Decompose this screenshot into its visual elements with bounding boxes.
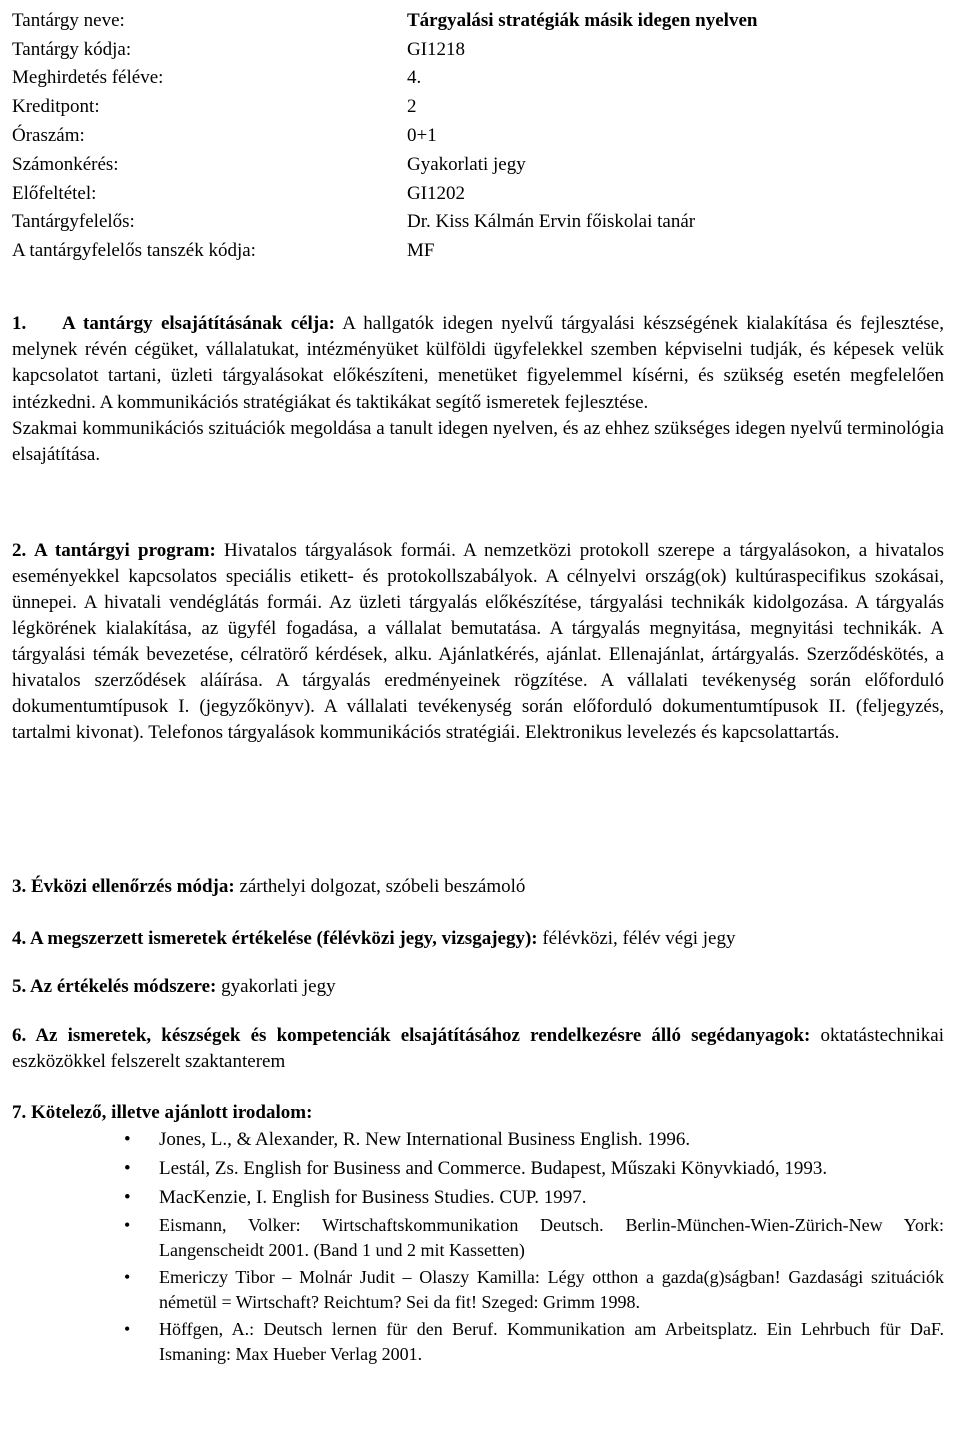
info-value: 2 <box>407 96 417 118</box>
info-row-semester <box>12 64 944 93</box>
section-paragraph <box>12 974 944 1000</box>
list-item <box>12 1317 944 1366</box>
info-label: Számonkérés: <box>12 153 119 175</box>
literature-list <box>12 1127 944 1369</box>
list-item <box>12 1213 944 1262</box>
section-text: zárthelyi dolgozat, szóbeli beszámoló <box>234 876 526 897</box>
section-evaluation-method <box>12 974 944 1000</box>
section-program <box>12 538 944 746</box>
course-info-table <box>12 6 944 265</box>
info-value: GI1218 <box>407 38 466 60</box>
bullet-icon: • <box>124 1215 131 1236</box>
info-label: Tantárgy kódja: <box>12 38 132 60</box>
list-item <box>12 1265 944 1314</box>
bullet-icon: • <box>124 1186 131 1208</box>
section-text: oktatástechnikai eszközökkel felszerelt szaktanterem <box>12 1025 944 1073</box>
info-value: Dr. Kiss Kálmán Ervin főiskolai tanár <box>407 211 696 233</box>
info-row-hours <box>12 121 944 150</box>
section-goal-paragraph-2: Szakmai kommunikációs szituációk megoldása a tanult idegen nyelven, és az ehhez szükséges idegen nyelvű terminológia elsajátítása. <box>12 417 944 466</box>
info-value: Tárgyalási stratégiák másik idegen nyelven <box>407 9 758 31</box>
section-number: 1. <box>12 313 27 334</box>
section-text: gyakorlati jegy <box>216 976 336 997</box>
bullet-icon: • <box>124 1267 131 1288</box>
section-title: 4. A megszerzett ismeretek értékelése (félévközi jegy, vizsgajegy): <box>12 928 538 949</box>
literature-entry: Lestál, Zs. English for Business and Commerce. Budapest, Műszaki Könyvkiadó, 1993. <box>159 1157 828 1179</box>
info-label: Óraszám: <box>12 125 85 147</box>
info-row-prerequisite <box>12 179 944 208</box>
section-paragraph <box>12 1100 944 1126</box>
list-item <box>12 1185 944 1211</box>
section-materials <box>12 1023 944 1075</box>
info-value: GI1202 <box>407 182 466 204</box>
section-goal <box>12 311 944 468</box>
section-text: A hallgatók idegen nyelvű tárgyalási készségének kialakítása és fejlesztése, melynek révén cégüket, vállalatukat, intézményüket külföldi ügyfelekkel szemben képviselni tudják, és képesek velük kapcsolatot tartani, üzleti tárgyalásokat előkészíteni, menetüket figyelemmel kísérni, és szükség esetén megfelelően intézkedni. A kommunikációs stratégiákat és taktikákat segítő ismeretek fejlesztése. <box>12 313 944 413</box>
bullet-icon: • <box>124 1319 131 1340</box>
info-value: Gyakorlati jegy <box>407 153 526 175</box>
section-title: A tantárgy elsajátításának célja: <box>62 313 335 334</box>
section-title: 7. Kötelező, illetve ajánlott irodalom: <box>12 1102 313 1123</box>
section-title: 6. Az ismeretek, készségek és kompetenciák elsajátításához rendelkezésre álló segédanyagok: <box>12 1025 811 1046</box>
literature-entry: MacKenzie, I. English for Business Studies. CUP. 1997. <box>159 1186 587 1208</box>
section-evaluation <box>12 926 944 952</box>
info-row-responsible <box>12 208 944 237</box>
section-text: Hivatalos tárgyalások formái. A nemzetközi protokoll szerepe a tárgyalásokon, a hivatalos eseményekkel kapcsolatos speciális etikett- és protokollszabályok. A célnyelvi ország(ok) kultúraspecifikus szokásai, ünnepei. A hivatali vendéglátás formái. Az üzleti tárgyalás előkészítése, tárgyalási technikák kidolgozása. A tárgyalás légkörének kialakítása, az ügyfél fogadása, a vállalat bemutatása. A tárgyalás megnyitása, megnyitási technikák. A tárgyalási témák bevezetése, célratörő kérdések, alku. Ajánlatkérés, ajánlat. Ellenajánlat, ártárgyalás. Szerződéskötés, a hivatalos szerződések aláírása. A tárgyalás eredményeinek rögzítése. A vállalati tevékenység során előforduló dokumentumtípusok I. (jegyzőkönyv). A vállalati tevékenység során előforduló dokumentumtípusok II. (feljegyzés, tartalmi kivonat). Telefonos tárgyalások kommunikációs stratégiái. Elektronikus levelezés és kapcsolattartás. <box>12 540 944 744</box>
literature-entry: Emericzy Tibor – Molnár Judit – Olaszy Kamilla: Légy otthon a gazda(g)ságban! Gazdasági szituációk németül = Wirtschaft? Reichtum? Sei da fit! Szeged: Grimm 1998. <box>159 1267 944 1312</box>
info-row-credits <box>12 92 944 121</box>
info-row-assessment <box>12 150 944 179</box>
info-value: 0+1 <box>407 125 437 147</box>
section-text: félévközi, félév végi jegy <box>537 928 736 949</box>
info-label: Kreditpont: <box>12 96 100 118</box>
section-goal-paragraph <box>12 311 944 416</box>
info-label: Tantárgy neve: <box>12 9 125 31</box>
bullet-icon: • <box>124 1157 131 1179</box>
bullet-icon: • <box>124 1129 131 1150</box>
list-item <box>12 1127 944 1153</box>
info-value: MF <box>407 240 435 262</box>
literature-entry: Jones, L., & Alexander, R. New International Business English. 1996. <box>159 1129 691 1150</box>
section-title: 5. Az értékelés módszere: <box>12 976 217 997</box>
info-label: A tantárgyfelelős tanszék kódja: <box>12 240 256 262</box>
section-midterm-check <box>12 874 944 900</box>
info-row-department <box>12 236 944 265</box>
section-number: 2. <box>12 540 27 561</box>
literature-entry: Höffgen, A.: Deutsch lernen für den Beruf. Kommunikation am Arbeitsplatz. Ein Lehrbuch für DaF. Ismaning: Max Hueber Verlag 2001. <box>159 1319 944 1364</box>
literature-entry: Eismann, Volker: Wirtschaftskommunikation Deutsch. Berlin-München-Wien-Zürich-New York: Langenscheidt 2001. (Band 1 und 2 mit Kassetten) <box>159 1215 944 1260</box>
section-program-paragraph <box>12 538 944 746</box>
section-paragraph <box>12 1023 944 1075</box>
list-item <box>12 1156 944 1182</box>
info-value: 4. <box>407 67 422 89</box>
info-label: Előfeltétel: <box>12 182 97 204</box>
section-title: A tantárgyi program: <box>34 540 216 561</box>
section-paragraph <box>12 926 944 952</box>
section-literature <box>12 1100 944 1126</box>
info-label: Tantárgyfelelős: <box>12 211 135 233</box>
info-row-course-code <box>12 35 944 64</box>
section-title: 3. Évközi ellenőrzés módja: <box>12 876 235 897</box>
section-paragraph <box>12 874 944 900</box>
info-label: Meghirdetés féléve: <box>12 67 164 89</box>
info-row-course-name <box>12 6 944 35</box>
